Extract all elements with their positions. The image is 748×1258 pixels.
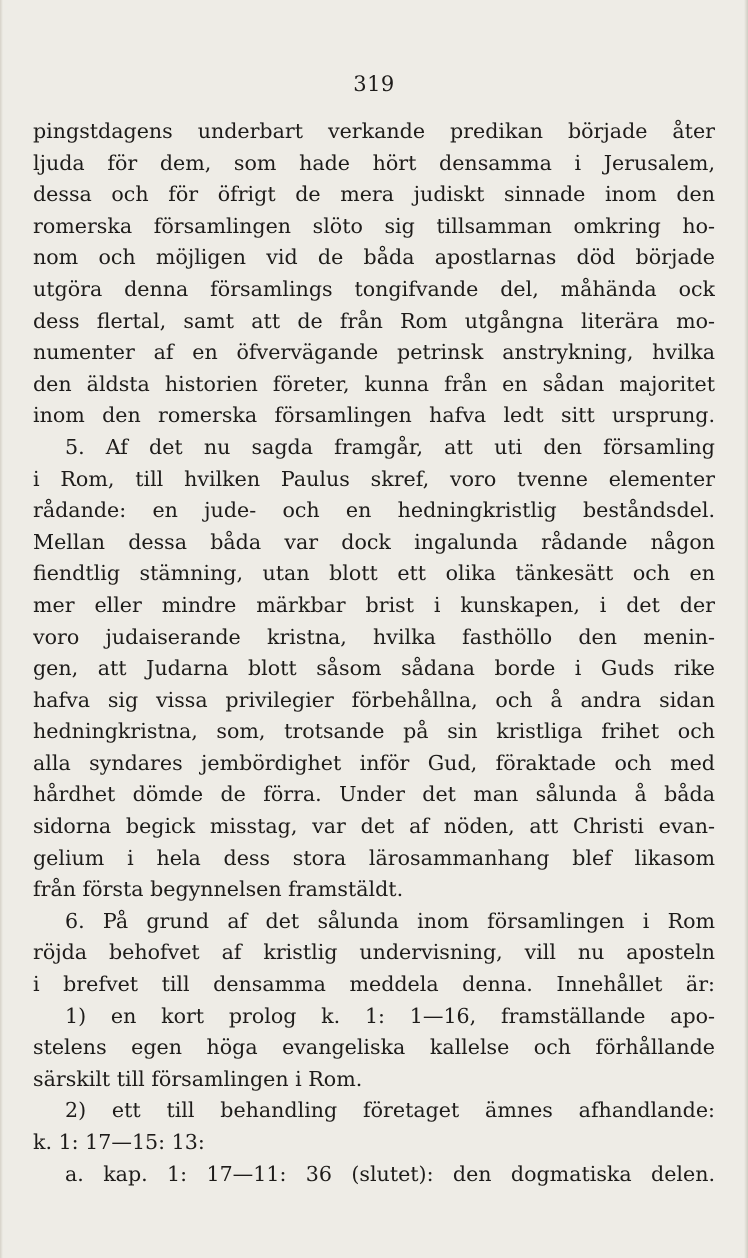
text-line: den äldsta historien företer, kunna från en sådan majoritet [33,371,715,396]
paragraph-5-start: 5. Af det nu sagda framgår, att uti den församling [65,434,715,459]
page-edge-left [0,0,3,1258]
text-line: dessa och för öfrigt de mera judiskt sinnade inom den [33,182,715,207]
text-line: utgöra denna församlings tongifvande del, måhända ock [33,276,715,301]
page-number: 319 [353,72,395,96]
text-line: numenter af en öfvervägande petrinsk anstrykning, hvilka [33,340,715,365]
text-line: k. 1: 17—15: 13: [33,1130,205,1154]
text-line: i Rom, till hvilken Paulus skref, voro tvenne elementer [33,466,715,491]
text-line: stelens egen höga evangeliska kallelse och förhållande [33,1035,715,1060]
text-line: hafva sig vissa privilegier förbehållna, och å andra sidan [33,687,715,712]
text-line: dess flertal, samt att de från Rom utgångna literära mo- [33,308,715,333]
text-line: nom och möjligen vid de båda apostlarnas död började [33,245,715,270]
text-line: alla syndares jembördighet inför Gud, föraktade och med [33,750,715,775]
text-line: hårdhet dömde de förra. Under det man sålunda å båda [33,782,715,807]
text-line: voro judaiserande kristna, hvilka fasthöllo den menin- [33,624,715,649]
text-line: ljuda för dem, som hade hört densamma i Jerusalem, [33,150,715,175]
list-item-1-start: 1) en kort prolog k. 1: 1—16, framställande apo- [65,1003,715,1028]
text-line: Mellan dessa båda var dock ingalunda rådande någon [33,529,715,554]
list-item-2a: a. kap. 1: 17—11: 36 (slutet): den dogmatiska delen. [65,1161,715,1186]
text-line: fiendtlig stämning, utan blott ett olika tänkesätt och en [33,561,715,586]
text-line: röjda behofvet af kristlig undervisning, vill nu aposteln [33,940,715,965]
text-line: från första begynnelsen framstäldt. [33,877,404,902]
text-line: romerska församlingen slöto sig tillsamman omkring ho- [33,213,715,238]
text-line: mer eller mindre märkbar brist i kunskapen, i det der [33,592,715,617]
text-line: rådande: en jude- och en hedningkristlig beståndsdel. [33,498,715,523]
list-item-2-start: 2) ett till behandling företaget ämnes afhandlande: [65,1098,715,1123]
text-line: gelium i hela dess stora lärosammanhang blef likasom [33,845,715,870]
body-text [33,116,715,1190]
text-line: i brefvet till densamma meddela denna. Innehållet är: [33,972,715,997]
text-line: sidorna begick misstag, var det af nöden, att Christi evan- [33,814,715,839]
text-line: pingstdagens underbart verkande predikan började åter [33,119,715,143]
page-edge-right [744,0,748,1258]
text-line: särskilt till församlingen i Rom. [33,1066,363,1091]
text-line: gen, att Judarna blott såsom sådana borde i Guds rike [33,656,715,681]
text-line: inom den romerska församlingen hafva ledt sitt ursprung. [33,403,715,428]
text-line: hedningkristna, som, trotsande på sin kristliga frihet och [33,719,715,744]
paragraph-6-start: 6. På grund af det sålunda inom församlingen i Rom [65,908,715,933]
